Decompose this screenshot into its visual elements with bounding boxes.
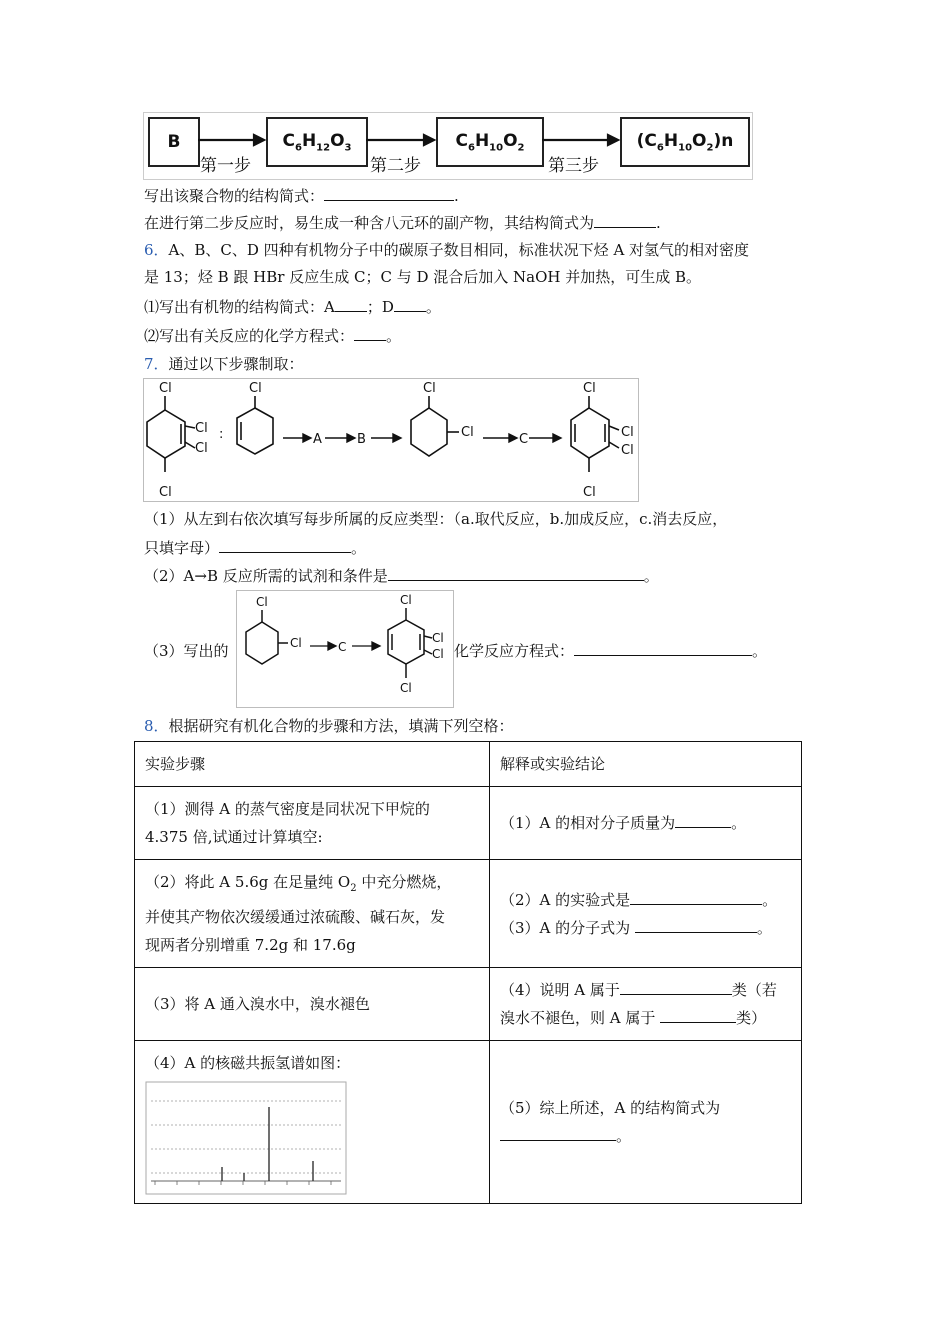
q5-line1: 写出该聚合物的结构简式： . (144, 187, 459, 205)
atom-cl: Cl (290, 636, 302, 650)
formula-polymer: $(C_6H_{10}O_2)n$ (636, 130, 734, 154)
answer-blank[interactable] (388, 566, 644, 581)
q6-part2: ⑵写出有关反应的化学方程式： 。 (144, 327, 402, 345)
step-cell: （1）测得 A 的蒸气密度是同状况下甲烷的 4.375 倍,试通过计算填空: (135, 787, 490, 860)
answer-blank[interactable] (675, 813, 731, 828)
answer-blank[interactable] (394, 297, 426, 312)
step-cell: （3）将 A 通入溴水中，溴水褪色 (135, 968, 490, 1041)
intermediate-c: C (519, 432, 529, 447)
q7-part3-tail: 化学反应方程式： 。 (454, 642, 768, 660)
start-ring (237, 408, 273, 454)
atom-cl: Cl (583, 485, 596, 500)
atom-cl: Cl (159, 485, 172, 500)
q5-line2: 在进行第二步反应时，易生成一种含八元环的副产物，其结构简式为 . (144, 214, 661, 232)
formula-c6h10o2: $C_6H_{10}O_2$ (455, 130, 525, 154)
atom-cl: Cl (461, 425, 474, 440)
answer-blank[interactable] (354, 326, 386, 341)
atom-cl: Cl (159, 381, 172, 396)
step-cell: （4）A 的核磁共振氢谱如图： (135, 1041, 490, 1204)
q6-line2: 是 13；烃 B 跟 HBr 反应生成 C；C 与 D 混合后加入 NaOH 并加热，可生成 B。 (144, 268, 702, 286)
q7-part1-line2: 只填字母） 。 (144, 539, 367, 557)
step-cell: （2）将此 A 5.6g 在足量纯 $O_2$ 中充分燃烧， 并使其产物依次缓缓通过浓硫酸、碱石灰，发 现两者分别增重 7.2g 和 17.6g (135, 860, 490, 968)
atom-cl: Cl (400, 593, 412, 607)
q6-line1: 6．A、B、C、D 四种有机物分子中的碳原子数目相同，标准状况下烃 A 对氢气的相对密度 (144, 241, 750, 259)
step-label-2: 第二步 (370, 156, 421, 176)
table-header-row (135, 742, 802, 787)
target-ring (147, 410, 185, 458)
scheme-colon: : (219, 427, 224, 442)
atom-cl: Cl (195, 441, 208, 456)
question-number: 6． (144, 241, 169, 259)
table-row (135, 860, 802, 968)
header-conclusions: 解释或实验结论 (490, 742, 802, 787)
q7-part1-line1: （1）从左到右依次填写每步所属的反应类型：（a.取代反应，b.加成反应，c.消去反应， (144, 510, 728, 528)
intermediate-a: A (313, 432, 322, 447)
atom-cl: Cl (583, 381, 596, 396)
step-label-3: 第三步 (548, 156, 599, 176)
table-row (135, 787, 802, 860)
question-number: 7． (144, 355, 169, 373)
conclusion-cell: （2）A 的实验式是 。 （3）A 的分子式为 。 (490, 860, 802, 968)
answer-blank[interactable] (324, 186, 454, 201)
answer-blank[interactable] (620, 980, 732, 995)
answer-blank[interactable] (630, 890, 762, 905)
atom-cl: Cl (432, 647, 444, 661)
atom-cl: Cl (249, 381, 262, 396)
q7-part2: （2）A→B 反应所需的试剂和条件是 。 (144, 567, 659, 585)
scheme-arrows (0, 0, 950, 200)
conclusion-cell: （4）说明 A 属于 类（若 溴水不褪色，则 A 属于 类） (490, 968, 802, 1041)
atom-cl: Cl (432, 631, 444, 645)
question-number: 8． (144, 717, 169, 735)
conclusion-cell: （5）综上所述，A 的结构简式为 。 (490, 1041, 802, 1204)
table-row (135, 968, 802, 1041)
atom-cl: Cl (621, 443, 634, 458)
atom-cl: Cl (400, 681, 412, 695)
q7-synthesis-scheme (143, 378, 637, 500)
conclusion-cell: （1）A 的相对分子质量为 。 (490, 787, 802, 860)
q7-step-scheme (236, 590, 452, 706)
atom-cl: Cl (423, 381, 436, 396)
answer-blank[interactable] (335, 297, 367, 312)
table-row (135, 1041, 802, 1204)
atom-cl: Cl (256, 595, 268, 609)
answer-blank[interactable] (574, 641, 752, 656)
answer-blank[interactable] (660, 1008, 736, 1023)
formula-c6h12o3: $C_6H_{12}O_3$ (282, 130, 352, 154)
answer-blank[interactable] (635, 918, 757, 933)
atom-cl: Cl (195, 421, 208, 436)
experiment-table (134, 741, 802, 1204)
q8-line1: 8．根据研究有机化合物的步骤和方法，填满下列空格： (144, 717, 514, 735)
scheme-box-b: B (148, 117, 200, 167)
intermediate-b: B (357, 432, 366, 447)
atom-cl: Cl (621, 425, 634, 440)
dichloro-ring (411, 408, 447, 456)
intermediate-c: C (338, 640, 347, 654)
nmr-spectrum (145, 1081, 347, 1195)
product-ring (571, 408, 609, 458)
q7-part3-lead: （3）写出的 (144, 642, 229, 660)
q6-part1: ⑴写出有机物的结构简式：A ；D 。 (144, 298, 441, 316)
answer-blank[interactable] (219, 538, 351, 553)
q7-line1: 7．通过以下步骤制取： (144, 355, 304, 373)
answer-blank[interactable] (594, 213, 656, 228)
answer-blank[interactable] (500, 1126, 616, 1141)
header-steps: 实验步骤 (135, 742, 490, 787)
step-label-1: 第一步 (200, 156, 251, 176)
